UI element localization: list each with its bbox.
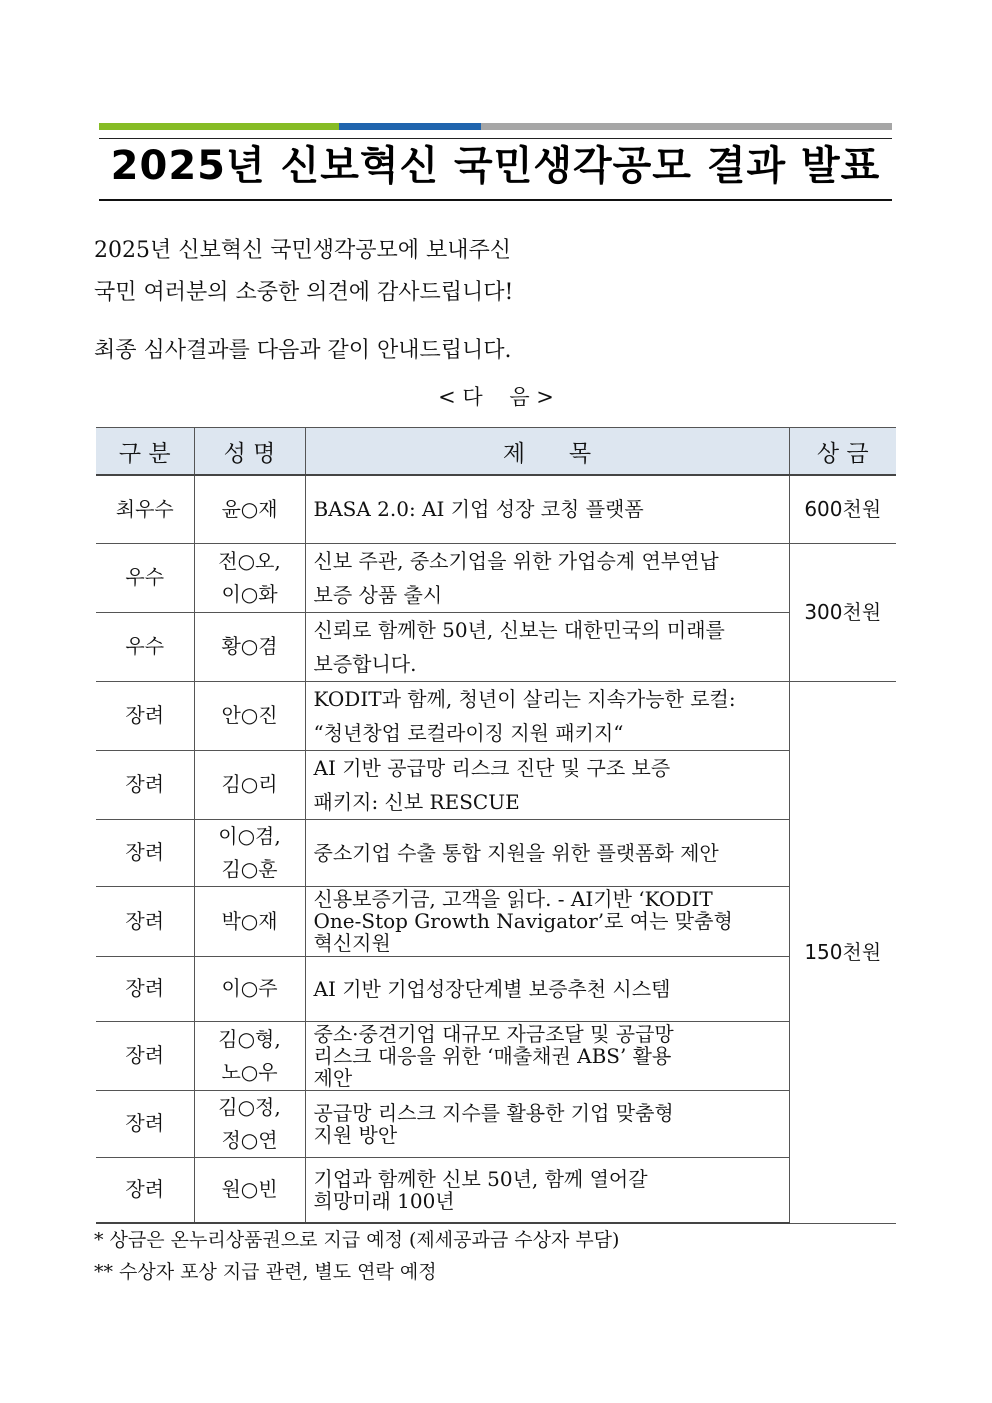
row-prize: 300천원 — [789, 543, 896, 681]
row-grade: 장려 — [96, 750, 194, 819]
header-subject: 제 목 — [305, 428, 789, 476]
row-title — [305, 475, 789, 543]
winner-name: 이○겸, — [218, 823, 281, 848]
table-row — [96, 1157, 896, 1223]
winner-name: 이○화 — [221, 581, 278, 606]
winner-name: 김○정, — [218, 1094, 281, 1119]
table-row — [96, 612, 896, 681]
title-line: 기업과 함께한 신보 50년, 함께 열어갈 — [313, 1166, 648, 1191]
title-bar-green — [99, 123, 339, 130]
row-title — [305, 956, 789, 1021]
winner-name: 황○겸 — [221, 634, 278, 658]
row-name — [194, 1157, 305, 1223]
table-row — [96, 1090, 896, 1157]
title-line: 희망미래 100년 — [313, 1188, 455, 1213]
row-title — [305, 819, 789, 886]
row-name — [194, 886, 305, 956]
row-prize: 600천원 — [789, 475, 896, 543]
winner-name: 안○진 — [221, 703, 278, 727]
title-line: AI 기반 공급망 리스크 진단 및 구조 보증 — [313, 755, 671, 780]
row-prize: 150천원 — [789, 681, 896, 1223]
table-row — [96, 819, 896, 886]
winner-name: 윤○재 — [221, 496, 278, 521]
row-title — [305, 1021, 789, 1090]
row-name — [194, 612, 305, 681]
page-title: 2025년 신보혁신 국민생각공모 결과 발표 — [110, 143, 881, 189]
row-name — [194, 750, 305, 819]
row-title — [305, 612, 789, 681]
table-row — [96, 1021, 896, 1090]
row-name — [194, 956, 305, 1021]
title-line: 중소·중견기업 대규모 자금조달 및 공급망 — [313, 1021, 674, 1046]
row-title — [305, 886, 789, 956]
title-line: 패키지: 신보 RESCUE — [313, 789, 520, 814]
table-row — [96, 475, 896, 543]
row-grade: 장려 — [96, 1090, 194, 1157]
header-name: 성 명 — [194, 428, 305, 476]
title-line: KODIT과 함께, 청년이 살리는 지속가능한 로컬: — [313, 686, 736, 711]
row-title — [305, 1090, 789, 1157]
row-name — [194, 475, 305, 543]
row-title — [305, 1157, 789, 1223]
title-color-bar — [99, 123, 892, 130]
table-row — [96, 543, 896, 612]
row-name — [194, 543, 305, 612]
winner-name: 김○리 — [221, 772, 278, 796]
notice-heading: < 다 음 > — [438, 385, 554, 409]
title-bar-gray — [481, 123, 892, 130]
table-row — [96, 886, 896, 956]
row-name — [194, 681, 305, 750]
intro-line-3: 최종 심사결과를 다음과 같이 안내드립니다. — [94, 338, 512, 363]
results-table — [96, 427, 896, 1224]
winner-name: 이○주 — [221, 976, 278, 1000]
title-line: 신용보증기금, 고객을 읽다. - AI기반 ‘KODIT — [313, 887, 713, 911]
title-line: 중소기업 수출 통합 지원을 위한 플랫폼화 제안 — [313, 840, 719, 865]
row-title — [305, 543, 789, 612]
table-row — [96, 750, 896, 819]
row-title — [305, 681, 789, 750]
row-grade: 우수 — [96, 543, 194, 612]
title-line: AI 기반 기업성장단계별 보증추천 시스템 — [313, 976, 671, 1001]
title-line: 보증합니다. — [313, 651, 417, 676]
title-line: One-Stop Growth Navigator’로 여는 맞춤형 — [313, 909, 733, 933]
row-grade: 장려 — [96, 1157, 194, 1223]
winner-name: 김○형, — [218, 1026, 281, 1051]
title-line: 혁신지원 — [313, 931, 391, 955]
header-grade: 구 분 — [96, 428, 194, 476]
winner-name: 김○훈 — [221, 856, 278, 881]
winner-name: 박○재 — [221, 908, 278, 933]
title-line: BASA 2.0: AI 기업 성장 코칭 플랫폼 — [313, 497, 644, 522]
row-title — [305, 750, 789, 819]
row-grade: 장려 — [96, 1021, 194, 1090]
title-line: 지원 방안 — [313, 1122, 398, 1147]
winner-name: 전○오, — [218, 548, 281, 573]
row-grade: 장려 — [96, 819, 194, 886]
header-prize: 상 금 — [789, 428, 896, 476]
winner-name: 원○빈 — [221, 1177, 278, 1202]
title-line: 리스크 대응을 위한 ‘매출채권 ABS’ 활용 — [313, 1043, 672, 1068]
title-line: 제안 — [313, 1065, 353, 1090]
winner-name: 노○우 — [221, 1059, 278, 1084]
footnote-prize: * 상금은 온누리상품권으로 지급 예정 (제세공과금 수상자 부담) — [94, 1229, 620, 1251]
row-grade: 장려 — [96, 956, 194, 1021]
title-line: 신보 주관, 중소기업을 위한 가업승계 연부연납 — [313, 548, 719, 573]
title-line: 신뢰로 함께한 50년, 신보는 대한민국의 미래를 — [313, 617, 725, 642]
row-grade: 최우수 — [96, 475, 194, 543]
intro-line-1: 2025년 신보혁신 국민생각공모에 보내주신 — [94, 238, 512, 263]
row-name — [194, 819, 305, 886]
intro-line-2: 국민 여러분의 소중한 의견에 감사드립니다! — [94, 280, 514, 305]
title-bar-blue — [339, 123, 481, 130]
title-line: “청년창업 로컬라이징 지원 패키지“ — [313, 720, 624, 745]
row-grade: 장려 — [96, 886, 194, 956]
title-bottom-rule — [99, 199, 892, 201]
footnote-contact: ** 수상자 포상 지급 관련, 별도 연락 예정 — [94, 1261, 437, 1283]
row-grade: 우수 — [96, 612, 194, 681]
row-grade: 장려 — [96, 681, 194, 750]
title-line: 공급망 리스크 지수를 활용한 기업 맞춤형 — [313, 1100, 674, 1125]
title-top-rule — [99, 138, 892, 139]
title-line: 보증 상품 출시 — [313, 582, 443, 607]
row-name — [194, 1090, 305, 1157]
table-row — [96, 956, 896, 1021]
table-header-row — [96, 428, 896, 476]
winner-name: 정○연 — [221, 1127, 278, 1152]
row-name — [194, 1021, 305, 1090]
table-row — [96, 681, 896, 750]
